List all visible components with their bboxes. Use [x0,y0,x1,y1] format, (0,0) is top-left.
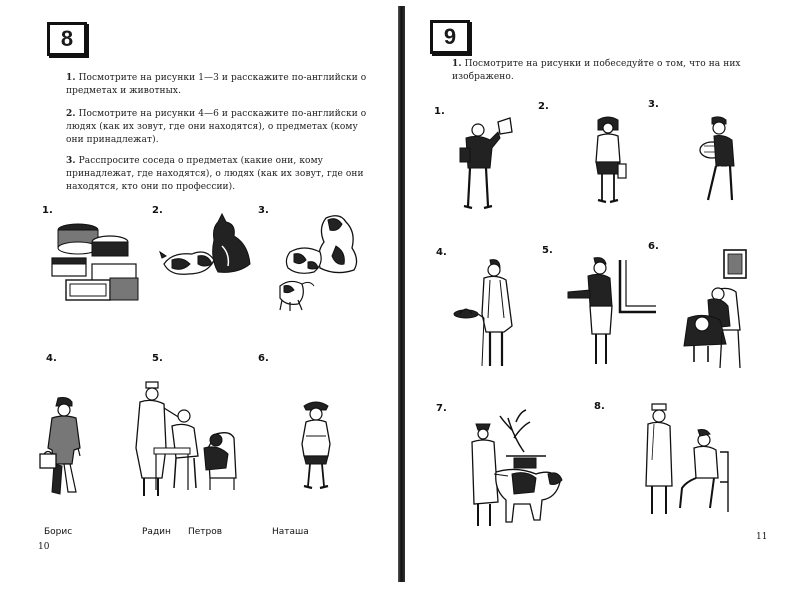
left-task-3 [66,155,371,194]
right-task-1 [452,58,772,84]
left-pic-label-5: 5. [152,353,163,364]
boxes-illustration [48,220,144,312]
exercise-number-9: 9 [430,20,470,54]
left-task-2 [66,108,371,147]
doctor-patient-illustration [132,378,242,502]
window-frame-illustration [616,260,656,316]
left-task-2-text: Посмотрите на рисунки 4—6 и расскажите по-английски о людях (как их зовут, где они находятся), о предметах (кому они принадлежат). [66,109,367,145]
right-page-number: 11 [756,532,768,542]
right-pic-label-8: 8. [594,401,605,412]
right-page [404,0,800,589]
right-pic-label-5: 5. [542,245,553,256]
right-pic-label-2: 2. [538,101,549,112]
woman-sitting-illustration [678,250,758,374]
left-task-1 [66,72,371,98]
doctor-seated-man-illustration [640,400,740,524]
right-pic-label-1: 1. [434,106,445,117]
right-task-1-num: 1. [452,59,462,69]
boy-with-suitcase-illustration [38,396,88,500]
woman-with-book-illustration [564,256,624,370]
girl-illustration [296,400,336,494]
boy-with-book-illustration [458,118,514,210]
boy-with-basket-illustration [696,116,746,204]
right-pic-label-7: 7. [436,403,447,414]
caption-boris: Борис [44,527,73,537]
girl-with-bag-illustration [588,116,628,206]
man-with-dog-illustration [456,408,576,532]
caption-radin: Радин [142,527,171,537]
right-pic-label-6: 6. [648,241,659,252]
dogs-illustration [276,212,366,312]
left-task-3-text: Расспросите соседа о предметах (какие они, кому принадлежат, где находятся), о людях (как их зовут, где они находятся, кто они по профессии). [66,156,364,192]
left-task-2-num: 2. [66,109,76,119]
exercise-number-8: 8 [47,22,87,56]
left-pic-label-4: 4. [46,353,57,364]
left-pic-label-2: 2. [152,205,163,216]
right-pic-label-4: 4. [436,247,447,258]
right-pic-label-3: 3. [648,99,659,110]
left-pic-label-1: 1. [42,205,53,216]
woman-with-hat-illustration [454,258,518,374]
left-pic-label-6: 6. [258,353,269,364]
left-task-1-num: 1. [66,73,76,83]
left-page-number: 10 [38,542,50,552]
left-task-3-num: 3. [66,156,76,166]
caption-petrov: Петров [188,527,223,537]
left-pic-label-3: 3. [258,205,269,216]
right-task-1-text: Посмотрите на рисунки и побеседуйте о том, что на них изображено. [452,59,741,82]
left-task-1-text: Посмотрите на рисунки 1—3 и расскажите по-английски о предметах и животных. [66,73,367,96]
cats-illustration [158,214,258,282]
caption-natasha: Наташа [272,527,309,537]
